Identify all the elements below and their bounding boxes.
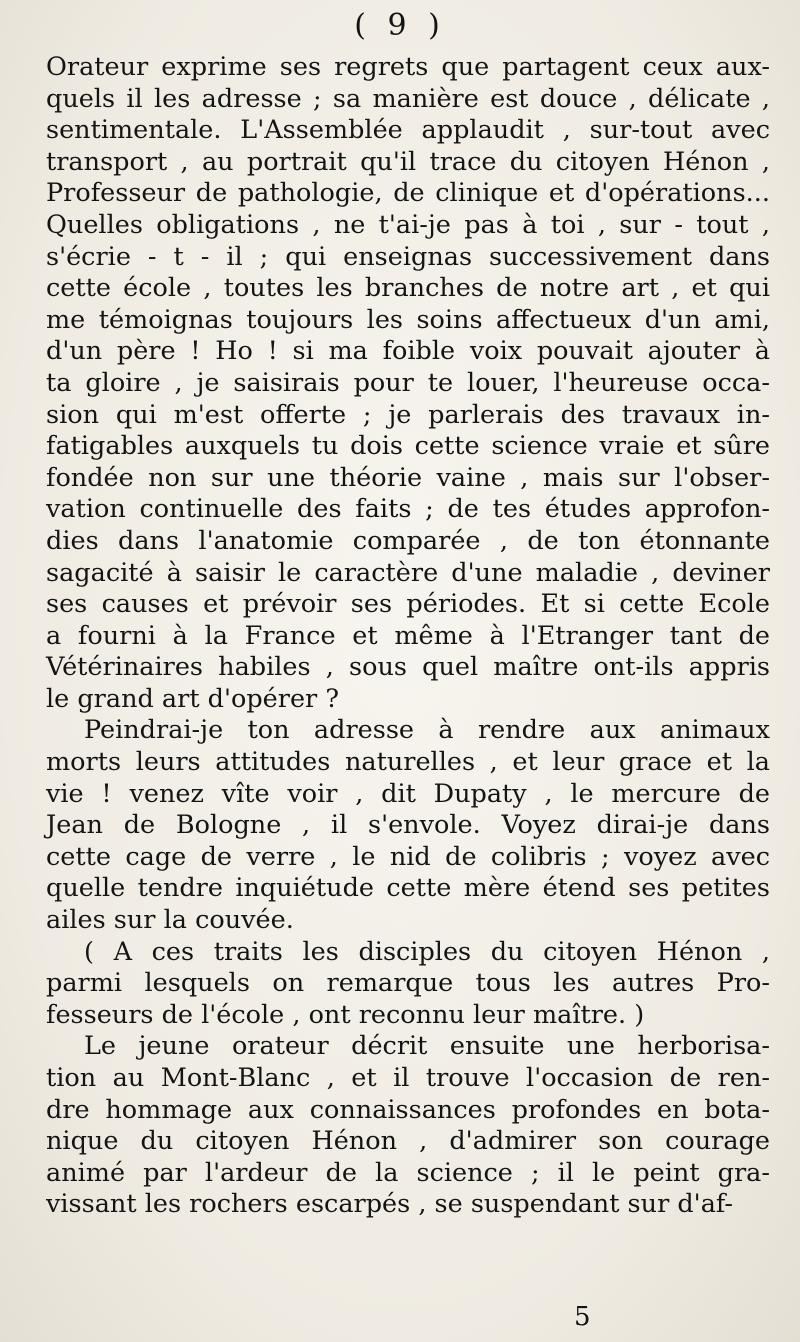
text-line: Jean de Bologne , il s'envole. Voyez dirai-je dans (46, 810, 770, 841)
body-text (46, 52, 770, 1221)
text-line: Quelles obligations , ne t'ai-je pas à toi , sur - tout , (46, 209, 770, 240)
text-line: dies dans l'anatomie comparée , de ton étonnante (46, 525, 770, 556)
text-line: Orateur exprime ses regrets que partagent ceux aux- (46, 52, 770, 82)
text-line: me témoignas toujours les soins affectueux d'un ami, (46, 304, 770, 335)
text-line: quels il les adresse ; sa manière est douce , délicate , (46, 83, 770, 114)
text-line: s'écrie - t - il ; qui enseignas successivement dans (46, 241, 770, 272)
text-line: Vétérinaires habiles , sous quel maître ont-ils appris (46, 652, 770, 683)
text-line: Le jeune orateur décrit ensuite une herborisa- (84, 1031, 770, 1062)
text-line: Professeur de pathologie, de clinique et d'opérations... (46, 178, 770, 209)
text-line: cette cage de verre , le nid de colibris ; voyez avec (46, 841, 770, 872)
text-line: fondée non sur une théorie vaine , mais sur l'obser- (46, 462, 770, 493)
text-line: dre hommage aux connaissances profondes en bota- (46, 1094, 770, 1125)
text-line: sentimentale. L'Assemblée applaudit , sur-tout avec (46, 115, 770, 146)
text-line: animé par l'ardeur de la science ; il le peint gra- (46, 1157, 770, 1188)
paragraph (46, 1031, 770, 1221)
text-line: d'un père ! Ho ! si ma foible voix pouvait ajouter à (46, 336, 770, 367)
text-line: tion au Mont-Blanc , et il trouve l'occasion de ren- (46, 1063, 770, 1093)
text-line: nique du citoyen Hénon , d'admirer son courage (46, 1126, 770, 1157)
text-line: vation continuelle des faits ; de tes études approfon- (46, 494, 770, 525)
text-line: fatigables auxquels tu dois cette science vraie et sûre (46, 431, 770, 462)
text-line: fesseurs de l'école , ont reconnu leur maître. ) (46, 999, 645, 1030)
text-line: ta gloire , je saisirais pour te louer, l'heureuse occa- (46, 367, 770, 398)
text-line: cette école , toutes les branches de notre art , et qui (46, 273, 770, 304)
text-line: quelle tendre inquiétude cette mère étend ses petites (46, 873, 770, 904)
paragraph (46, 937, 770, 1032)
text-line: sagacité à saisir le caractère d'une maladie , deviner (46, 557, 770, 588)
text-line: vissant les rochers escarpés , se suspendant sur d'af- (46, 1189, 734, 1220)
text-line: a fourni à la France et même à l'Etranger tant de (46, 620, 770, 651)
text-line: le grand art d'opérer ? (46, 683, 340, 714)
text-line: transport , au portrait qu'il trace du citoyen Hénon , (46, 146, 770, 177)
text-line: ( A ces traits les disciples du citoyen Hénon , (84, 936, 770, 967)
text-line: vie ! venez vîte voir , dit Dupaty , le mercure de (46, 778, 770, 809)
text-line: morts leurs attitudes naturelles , et leur grace et la (46, 747, 770, 778)
paragraph (46, 715, 770, 936)
text-line: ses causes et prévoir ses périodes. Et si cette Ecole (46, 589, 770, 620)
text-line: Peindrai-je ton adresse à rendre aux animaux (84, 715, 770, 746)
signature-mark: 5 (574, 1302, 591, 1332)
text-line: parmi lesquels on remarque tous les autres Pro- (46, 968, 770, 999)
paragraph (46, 52, 770, 715)
page-number: ( 9 ) (354, 8, 446, 43)
text-line: sion qui m'est offerte ; je parlerais des travaux in- (46, 399, 770, 430)
text-line: ailes sur la couvée. (46, 905, 294, 936)
